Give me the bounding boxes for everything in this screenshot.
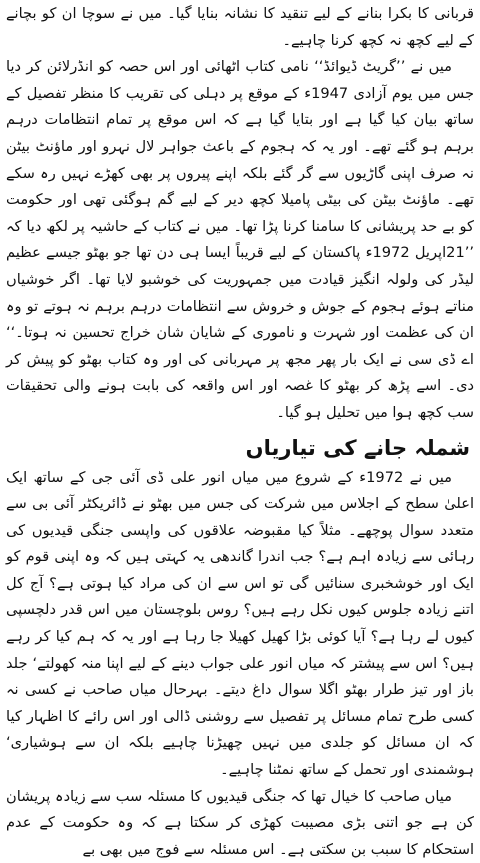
paragraph-meeting: میں نے 1972ء کے شروع میں میاں انور علی ڈی آئی جی کے ساتھ ایک اعلیٰ سطح کے اجلاس میں شرکت کی جس میں بھٹو نے ڈائریکٹر آئی بی سے متعدد سوال پوچھے۔ مثلاً کیا مقبوضہ علاقوں کی واپسی جنگی قیدیوں کی رہائی سے زیادہ اہم ہے؟ جب اندرا گاندھی یہ کہتی ہیں کہ وہ اپنی قوم کو ایک اور خوشخبری سنائیں گی تو اس سے ان کی مراد کیا ہوتی ہے؟ آج کل اتنے زیادہ جلوس کیوں نکل رہے ہیں؟ روس بلوچستان میں اس قدر دلچسپی کیوں لے رہا ہے؟ آیا کوئی بڑا کھیل کھیلا جا رہا ہے اور یہ کہ ہم کیا کر رہے ہیں؟ اس سے پیشتر کہ میاں انور علی جواب دینے کے لیے اپنا منہ کھولتے‘ جلد باز اور تیز طرار بھٹو اگلا سوال داغ دیتے۔ بہرحال میاں صاحب نے کسی نہ کسی طرح تمام مسائل پر تفصیل سے روشنی ڈالی اور اس رائے کا اظہار کیا کہ ان مسائل کو جلدی میں نہیں چھیڑنا چاہیے بلکہ ان سے ہوشیاری‘ ہوشمندی اور تحمل کے ساتھ نمٹنا چاہیے۔ (6, 468, 474, 779)
paragraph-great-divide: میں نے ’’گریٹ ڈیوائڈ‘‘ نامی کتاب اٹھائی اور اس حصہ کو انڈرلائن کر دیا جس میں یوم آزادی 1947ء کے موقع پر دہلی کی تقریب کا منظر تفصیل کے ساتھ بیان کیا گیا ہے اور بتایا گیا ہے کہ اس موقع پر تمام انتظامات درہم برہم ہو گئے تھے۔ اور یہ کہ ہجوم کے باعث جواہر لال نہرو اور ماؤنٹ بیٹن نہ صرف اپنی گاڑیوں سے گر گئے بلکہ اپنے پیروں پر بھی کھڑے نہیں رہ سکے تھے۔ ماؤنٹ بیٹن کی بیٹی پامیلا کچھ دیر کے لیے گم ہوگئی تھی اور حکومت کو بے حد پریشانی کا سامنا کرنا پڑا تھا۔ میں نے کتاب کے حاشیہ پر لکھ دیا کہ ’’21اپریل 1972ء پاکستان کے لیے قریباً ایسا ہی دن تھا جو بھٹو جیسے عظیم لیڈر کی ولولہ انگیز قیادت میں جمہوریت کی خوشبو لایا تھا۔ اگر خوشیاں مناتے ہوئے ہجوم کے جوش و خروش سے انتظامات درہم برہم نہ ہوتے تو وہ ان کی عظمت اور شہرت و ناموری کے شایان شان خراج تحسین نہ ہوتا۔‘‘ اے ڈی سی نے ایک بار پھر مجھ پر مہربانی کی اور وہ کتاب بھٹو کو پیش کر دی۔ اسے پڑھ کر بھٹو کا غصہ اور اس واقعہ کی بابت ہونے والی تحقیقات سب کچھ ہوا میں تحلیل ہو گیا۔ (6, 58, 475, 421)
section-heading: شملہ جانے کی تیاریاں (245, 435, 470, 460)
paragraph-intro: قربانی کا بکرا بنانے کے لیے تنقید کا نشانہ بنایا گیا۔ میں نے سوچا ان کو بچانے کے لیے کچھ نہ کچھ کرنا چاہیے۔ (6, 5, 474, 49)
article-page (6, 0, 475, 858)
paragraph-prisoners: میاں صاحب کا خیال تھا کہ جنگی قیدیوں کا مسئلہ سب سے زیادہ پریشان کن ہے جو اتنی بڑی مصیبت کھڑی کر سکتا ہے کہ وہ حکومت کے عدم استحکام کا سبب بن سکتی ہے۔ اس مسئلہ سے فوج میں بھی بے (6, 787, 474, 858)
